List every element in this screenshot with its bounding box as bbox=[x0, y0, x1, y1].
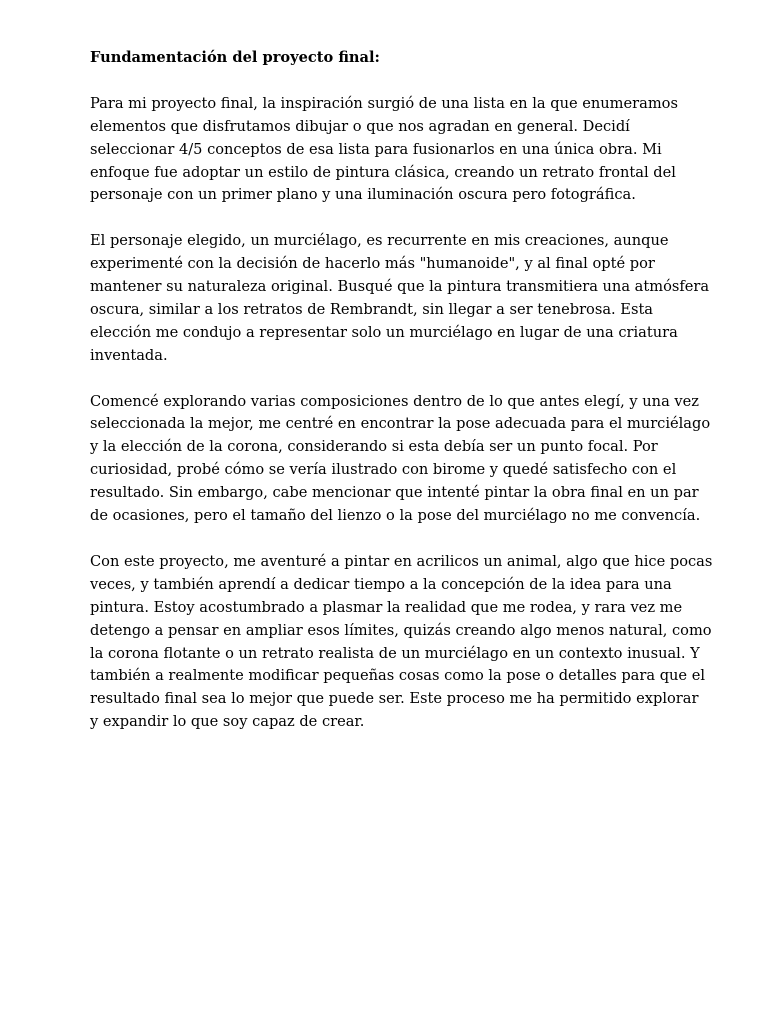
paragraph-line: Para mi proyecto final, la inspiración surgió de una lista en la que enumeramos bbox=[90, 94, 678, 112]
paragraph-inspiration bbox=[90, 93, 690, 208]
paragraph-line: detengo a pensar en ampliar esos límites, quizás creando algo menos natural, como bbox=[90, 621, 712, 639]
paragraph-line: y la elección de la corona, considerando si esta debía ser un punto focal. Por bbox=[90, 438, 658, 456]
paragraph-character bbox=[90, 230, 710, 367]
paragraph-line: de ocasiones, pero el tamaño del lienzo o la pose del murciélago no me convencía. bbox=[90, 507, 701, 525]
paragraph-line: oscura, similar a los retratos de Rembrandt, sin llegar a ser tenebrosa. Esta bbox=[90, 300, 654, 318]
paragraph-line: resultado final sea lo mejor que puede ser. Este proceso me ha permitido explorar bbox=[90, 690, 699, 708]
paragraph-line: curiosidad, probé cómo se vería ilustrado con birome y quedé satisfecho con el bbox=[90, 461, 677, 479]
paragraph-line: la corona flotante o un retrato realista de un murciélago en un contexto inusual. Y bbox=[90, 644, 700, 662]
paragraph-line: elección me condujo a representar solo un murciélago en lugar de una criatura bbox=[90, 323, 678, 341]
paragraph-line: Con este proyecto, me aventuré a pintar en acrilicos un animal, algo que hice pocas bbox=[90, 552, 713, 570]
paragraph-line: mantener su naturaleza original. Busqué que la pintura transmitiera una atmósfera bbox=[90, 278, 710, 296]
paragraph-line: Comencé explorando varias composiciones dentro de lo que antes elegí, y una vez bbox=[90, 392, 699, 410]
paragraph-line: inventada. bbox=[90, 346, 168, 364]
paragraph-line: también a realmente modificar pequeñas cosas como la pose o detalles para que el bbox=[90, 667, 706, 685]
paragraph-process bbox=[90, 391, 711, 528]
paragraph-line: El personaje elegido, un murciélago, es recurrente en mis creaciones, aunque bbox=[90, 232, 669, 250]
paragraph-conclusion bbox=[90, 551, 713, 734]
paragraph-line: elementos que disfrutamos dibujar o que nos agradan en general. Decidí bbox=[90, 117, 630, 135]
paragraph-line: experimenté con la decisión de hacerlo más "humanoide", y al final opté por bbox=[90, 255, 655, 273]
paragraph-line: enfoque fue adoptar un estilo de pintura clásica, creando un retrato frontal del bbox=[90, 163, 676, 181]
document-title: Fundamentación del proyecto final: bbox=[90, 49, 380, 66]
paragraph-line: veces, y también aprendí a dedicar tiempo a la concepción de la idea para una bbox=[90, 575, 672, 593]
paragraph-line: resultado. Sin embargo, cabe mencionar que intenté pintar la obra final en un par bbox=[90, 484, 699, 502]
paragraph-line: y expandir lo que soy capaz de crear. bbox=[90, 713, 365, 731]
document-page bbox=[90, 47, 713, 757]
paragraph-line: personaje con un primer plano y una iluminación oscura pero fotográfica. bbox=[90, 186, 636, 204]
paragraph-line: seleccionar 4/5 conceptos de esa lista para fusionarlos en una única obra. Mi bbox=[90, 140, 662, 158]
paragraph-line: pintura. Estoy acostumbrado a plasmar la realidad que me rodea, y rara vez me bbox=[90, 598, 683, 616]
paragraph-line: seleccionada la mejor, me centré en encontrar la pose adecuada para el murciélago bbox=[90, 415, 711, 433]
